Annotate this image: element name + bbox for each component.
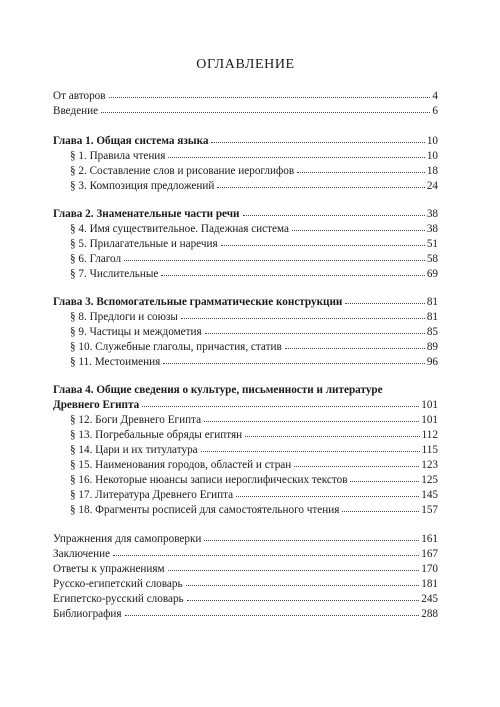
toc-page-number: 18 — [426, 165, 438, 177]
toc-chapter-4-heading-line1[interactable]: Глава 4. Общие сведения о культуре, письменности и литературе — [53, 384, 383, 396]
toc-chapter-3[interactable] — [53, 295, 438, 310]
leader-dots — [245, 436, 419, 437]
leader-dots — [125, 615, 420, 616]
toc-page-number: 167 — [421, 548, 438, 560]
toc-entry-label: Заключение — [53, 548, 111, 560]
toc-entry-egyptian-russian-dictionary[interactable] — [53, 592, 438, 607]
toc-chapter-label: Глава 3. Вспомогательные грамматические конструкции — [53, 296, 343, 308]
toc-page-number: 10 — [426, 135, 438, 147]
toc-page-number: 115 — [421, 444, 438, 456]
toc-section-label: § 11. Местоимения — [70, 356, 161, 368]
toc-page-number: 181 — [421, 578, 438, 590]
leader-dots — [168, 570, 420, 571]
toc-section-label: § 12. Боги Древнего Египта — [70, 414, 202, 426]
toc-section-label: § 18. Фрагменты росписей для самостоятельного чтения — [70, 504, 340, 516]
toc-page-number: 125 — [421, 474, 438, 486]
leader-dots — [181, 318, 425, 319]
leader-dots — [124, 260, 425, 261]
leader-dots — [142, 406, 419, 407]
leader-dots — [168, 157, 424, 158]
toc-section-label: § 4. Имя существительное. Падежная система — [70, 223, 289, 235]
toc-entry-label: Введение — [53, 105, 99, 117]
toc-chapter-label: Древнего Египта — [53, 399, 140, 411]
toc-page-number: 145 — [421, 489, 438, 501]
leader-dots — [187, 600, 420, 601]
toc-section-12[interactable] — [53, 413, 438, 428]
toc-section-18[interactable] — [53, 503, 438, 518]
toc-page-number: 288 — [421, 608, 438, 620]
toc-section-label: § 17. Литература Древнего Египта — [70, 489, 234, 501]
toc-section-label: § 2. Составление слов и рисование иероглифов — [70, 165, 295, 177]
leader-dots — [201, 451, 420, 452]
leader-dots — [217, 187, 424, 188]
toc-chapter-label: Глава 2. Знаменательные части речи — [53, 208, 240, 220]
leader-dots — [221, 245, 425, 246]
toc-page-number: 51 — [426, 238, 438, 250]
toc-section-14[interactable] — [53, 443, 438, 458]
toc-entry-russian-egyptian-dictionary[interactable] — [53, 577, 438, 592]
toc-section-7[interactable] — [53, 267, 438, 282]
toc-entry-self-check-exercises[interactable] — [53, 532, 438, 547]
toc-section-label: § 3. Композиция предложений — [70, 180, 215, 192]
toc-page-number: 89 — [426, 341, 438, 353]
page-title: ОГЛАВЛЕНИЕ — [196, 57, 295, 72]
leader-dots — [204, 540, 419, 541]
toc-entry-label: Русско-египетский словарь — [53, 578, 183, 590]
toc-section-label: § 14. Цари и их титулатура — [70, 444, 198, 456]
toc-page-number: 6 — [432, 105, 438, 117]
leader-dots — [204, 421, 419, 422]
toc-page-number: 96 — [426, 356, 438, 368]
toc-chapter-1[interactable] — [53, 134, 438, 149]
toc-page-number: 69 — [426, 268, 438, 280]
leader-dots — [186, 585, 420, 586]
toc-page-number: 38 — [426, 208, 438, 220]
toc-section-label: § 6. Глагол — [70, 253, 122, 265]
toc-section-10[interactable] — [53, 340, 438, 355]
leader-dots — [292, 230, 425, 231]
toc-entry-label: Упражнения для самопроверки — [53, 533, 202, 545]
toc-page-number: 123 — [421, 459, 438, 471]
leader-dots — [101, 112, 430, 113]
toc-section-label: § 10. Служебные глаголы, причастия, статив — [70, 341, 282, 353]
toc-entry-bibliography[interactable] — [53, 607, 438, 622]
toc-page-number: 161 — [421, 533, 438, 545]
toc-entry-from-authors[interactable] — [53, 89, 438, 104]
toc-section-label: § 16. Некоторые нюансы записи иероглифических текстов — [70, 474, 348, 486]
leader-dots — [161, 275, 424, 276]
toc-entry-label: От авторов — [53, 90, 106, 102]
toc-section-5[interactable] — [53, 237, 438, 252]
toc-page-number: 157 — [421, 504, 438, 516]
toc-chapter-label: Глава 1. Общая система языка — [53, 135, 209, 147]
toc-chapter-2[interactable] — [53, 207, 438, 222]
toc-entry-answers[interactable] — [53, 562, 438, 577]
toc-entry-label: Египетско-русский словарь — [53, 593, 184, 605]
leader-dots — [294, 466, 419, 467]
leader-dots — [163, 363, 425, 364]
leader-dots — [109, 97, 431, 98]
leader-dots — [205, 333, 425, 334]
toc-section-label: § 5. Прилагательные и наречия — [70, 238, 218, 250]
toc-page-number: 112 — [421, 429, 438, 441]
leader-dots — [297, 172, 425, 173]
toc-chapter-4[interactable] — [53, 398, 438, 413]
toc-entry-label: Ответы к упражнениям — [53, 563, 165, 575]
toc-page-number: 101 — [421, 399, 438, 411]
toc-page-number: 170 — [421, 563, 438, 575]
toc-entry-label: Библиография — [53, 608, 122, 620]
toc-page-number: 85 — [426, 326, 438, 338]
toc-section-9[interactable] — [53, 325, 438, 340]
toc-page-number: 81 — [426, 311, 438, 323]
toc-section-15[interactable] — [53, 458, 438, 473]
table-of-contents — [53, 0, 438, 707]
leader-dots — [350, 481, 419, 482]
toc-section-4[interactable] — [53, 222, 438, 237]
toc-page-number: 4 — [432, 90, 438, 102]
leader-dots — [342, 511, 419, 512]
toc-section-11[interactable] — [53, 355, 438, 370]
toc-section-label: § 9. Частицы и междометия — [70, 326, 202, 338]
toc-section-13[interactable] — [53, 428, 438, 443]
toc-section-17[interactable] — [53, 488, 438, 503]
toc-page-number: 101 — [421, 414, 438, 426]
leader-dots — [236, 496, 419, 497]
toc-section-label: § 13. Погребальные обряды египтян — [70, 429, 243, 441]
toc-section-label: § 1. Правила чтения — [70, 150, 166, 162]
toc-page-number: 58 — [426, 253, 438, 265]
toc-page-number: 24 — [426, 180, 438, 192]
leader-dots — [285, 348, 425, 349]
toc-page-number: 245 — [421, 593, 438, 605]
toc-section-2[interactable] — [53, 164, 438, 179]
toc-section-label: § 8. Предлоги и союзы — [70, 311, 178, 323]
leader-dots — [211, 142, 424, 143]
toc-section-6[interactable] — [53, 252, 438, 267]
toc-entry-conclusion[interactable] — [53, 547, 438, 562]
toc-entry-introduction[interactable] — [53, 104, 438, 119]
leader-dots — [243, 215, 425, 216]
toc-section-label: § 15. Наименования городов, областей и стран — [70, 459, 292, 471]
toc-section-3[interactable] — [53, 179, 438, 194]
leader-dots — [345, 303, 424, 304]
leader-dots — [113, 555, 419, 556]
toc-section-8[interactable] — [53, 310, 438, 325]
toc-section-1[interactable] — [53, 149, 438, 164]
toc-page-number: 10 — [426, 150, 438, 162]
toc-page-number: 81 — [426, 296, 438, 308]
toc-section-16[interactable] — [53, 473, 438, 488]
toc-page-number: 38 — [426, 223, 438, 235]
toc-section-label: § 7. Числительные — [70, 268, 159, 280]
